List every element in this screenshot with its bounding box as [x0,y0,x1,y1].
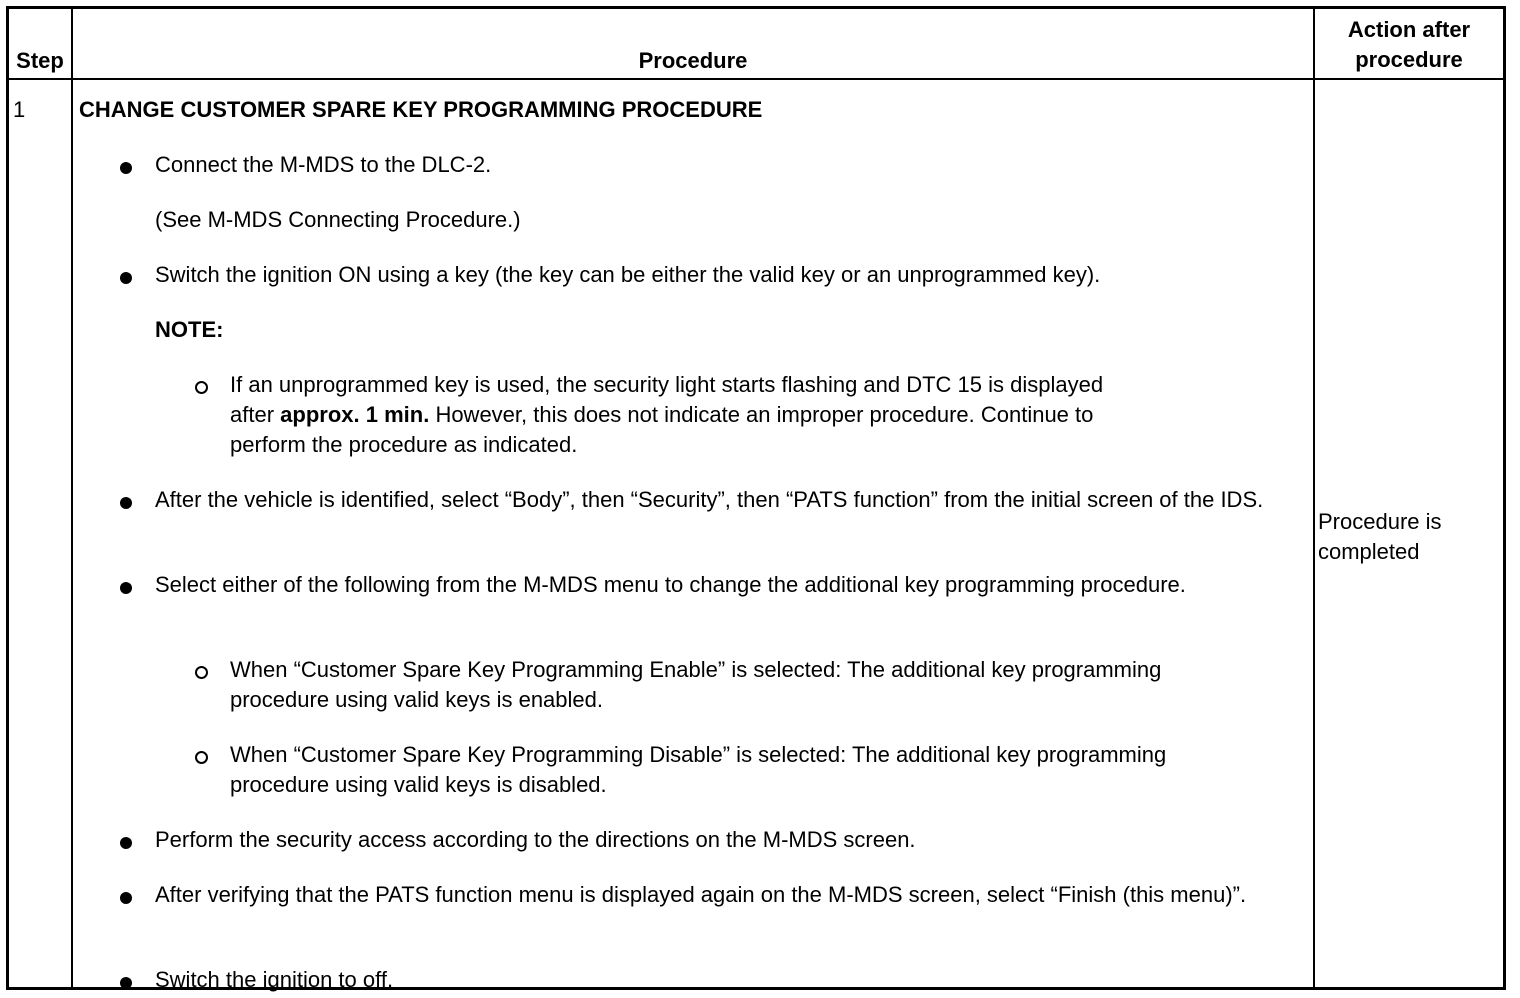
step-number: 1 [13,97,26,122]
circle-bullet-icon [195,666,208,679]
subbullet-disable: When “Customer Spare Key Programming Disable” is selected: The additional key programming procedure using valid keys is disabled. [230,740,1230,800]
bullet-icon [120,837,132,849]
bullet-icon [120,162,132,174]
bullet-switch-ignition-off: Switch the ignition to off. [155,965,1285,995]
subbullet-enable: When “Customer Spare Key Programming Enable” is selected: The additional key programming procedure using valid keys is enabled. [230,655,1230,715]
bullet-icon [120,272,132,284]
bullet-icon [120,497,132,509]
see-connecting-procedure-note: (See M-MDS Connecting Procedure.) [155,207,521,232]
procedure-title: CHANGE CUSTOMER SPARE KEY PROGRAMMING PROCEDURE [79,97,763,122]
header-step: Step [16,48,64,73]
bullet-connect-mmds: Connect the M-MDS to the DLC-2. [155,150,1285,180]
bullet-icon [120,892,132,904]
circle-bullet-icon [195,751,208,764]
subbullet-unprogrammed-key: If an unprogrammed key is used, the security light starts flashing and DTC 15 is displayed after approx. 1 min. However, this does not indicate an improper procedure. Continue to perform the procedure as indicated. [230,370,1230,460]
action-after-procedure-value: Procedure is completed [1318,509,1442,564]
header-procedure: Procedure [638,48,748,73]
bullet-security-access: Perform the security access according to the directions on the M-MDS screen. [155,825,1285,855]
bullet-select-pats-function: After the vehicle is identified, select “Body”, then “Security”, then “PATS function” from the initial screen of the IDS. [155,485,1285,515]
header-action-after-procedure: Action after procedure [1347,17,1471,72]
bullet-icon [120,977,132,989]
note-heading: NOTE: [155,317,224,342]
header-divider [9,78,1503,80]
procedure-table [6,6,1506,990]
circle-bullet-icon [195,381,208,394]
column-divider-step [71,9,73,987]
bullet-select-menu-option: Select either of the following from the M-MDS menu to change the additional key programming procedure. [155,570,1285,600]
bullet-icon [120,582,132,594]
bullet-select-finish: After verifying that the PATS function menu is displayed again on the M-MDS screen, select “Finish (this menu)”. [155,880,1285,910]
column-divider-action [1313,9,1315,987]
bullet-switch-ignition-on: Switch the ignition ON using a key (the key can be either the valid key or an unprogrammed key). [155,260,1285,290]
